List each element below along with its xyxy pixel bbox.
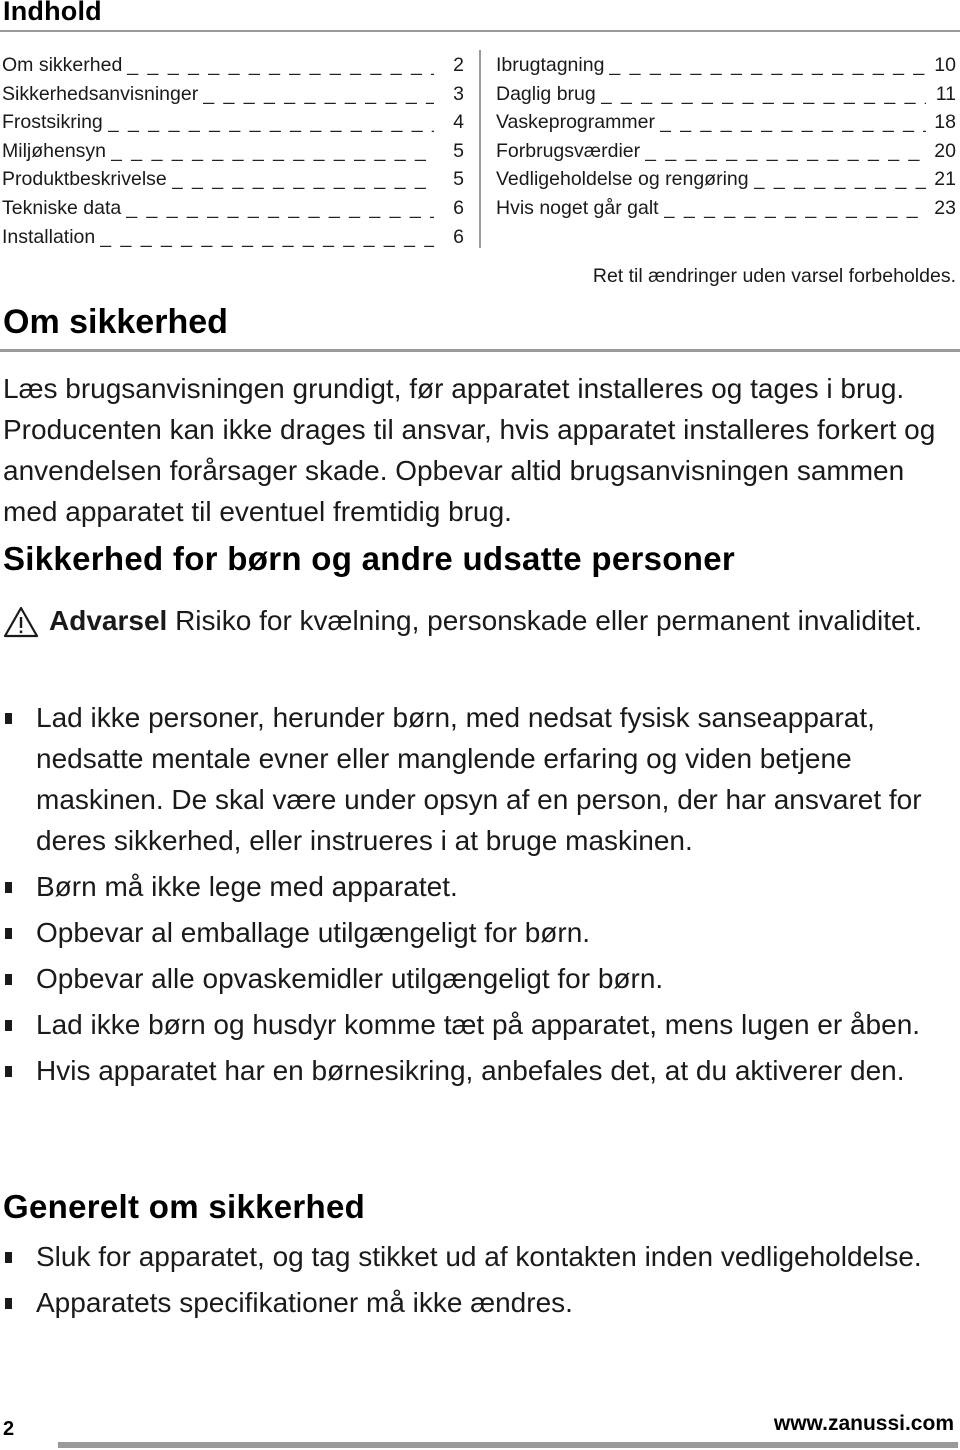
intro-paragraph: Læs brugsanvisningen grundigt, før apparatet installeres og tages i brug. Producenten kan ikke drages til ansvar, hvis apparatet installeres forkert og anvendelsen forårsager skade. Opbevar altid brugsanvisningen sammen med apparatet til eventuel fremtidig brug. xyxy=(3,373,936,527)
toc-entry-page: 10 xyxy=(934,54,956,76)
toc-entry[interactable] xyxy=(496,194,956,223)
section-title: Om sikkerhed xyxy=(3,303,228,341)
toc-leader xyxy=(172,165,434,194)
list-item-text: Hvis apparatet har en børnesikring, anbefales det, at du aktiverer den. xyxy=(36,1055,905,1086)
list-item xyxy=(3,1050,955,1091)
bullet-icon xyxy=(5,1298,12,1309)
toc-entry[interactable] xyxy=(2,194,464,223)
toc-entry-page: 3 xyxy=(453,82,464,105)
bullet-icon xyxy=(5,1020,12,1031)
children-safety-list xyxy=(3,697,955,1096)
list-item xyxy=(3,1004,955,1045)
list-item-text: Opbevar alle opvaskemidler utilgængeligt for børn. xyxy=(36,963,664,994)
page-number: 2 xyxy=(3,1418,15,1440)
list-item xyxy=(3,866,955,907)
toc-entry[interactable] xyxy=(2,108,464,137)
toc-leader xyxy=(754,165,926,194)
toc-leader xyxy=(660,108,926,137)
toc-entry[interactable] xyxy=(496,108,956,137)
toc-entry[interactable] xyxy=(2,51,464,80)
toc-entry-page: 5 xyxy=(453,168,464,191)
children-safety-heading: Sikkerhed for børn og andre udsatte personer xyxy=(3,540,736,577)
warning-block xyxy=(3,600,955,641)
list-item xyxy=(3,1236,955,1277)
change-notice: Ret til ændringer uden varsel forbeholdes. xyxy=(592,265,956,287)
toc-left-column xyxy=(2,51,464,251)
toc-entry-label: Vedligeholdelse og rengøring xyxy=(496,168,749,191)
list-item xyxy=(3,958,955,999)
toc-entry-page: 4 xyxy=(453,111,464,134)
warning-label: Advarsel xyxy=(49,605,168,636)
toc-right-column xyxy=(496,51,956,223)
toc-entry-page: 20 xyxy=(934,139,956,162)
warning-text xyxy=(49,600,955,641)
list-item-text: Opbevar al emballage utilgængeligt for børn. xyxy=(36,917,591,948)
toc-entry-label: Ibrugtagning xyxy=(496,54,605,76)
toc-entry-page: 21 xyxy=(934,168,956,191)
bullet-icon xyxy=(5,1066,12,1077)
toc-entry[interactable] xyxy=(2,165,464,194)
toc-entry-label: Sikkerhedsanvisninger xyxy=(2,82,199,105)
toc-leader xyxy=(203,80,434,109)
toc-entry-page: 6 xyxy=(453,196,464,219)
toc-entry[interactable] xyxy=(2,137,464,166)
toc-entry-label: Frostsikring xyxy=(2,111,103,134)
toc-leader xyxy=(664,194,926,223)
toc-entry-page: 5 xyxy=(453,139,464,162)
toc-entry-page: 23 xyxy=(934,196,956,219)
bullet-icon xyxy=(5,928,12,939)
list-item xyxy=(3,697,955,861)
bullet-icon xyxy=(5,882,12,893)
toc-leader xyxy=(127,51,434,80)
toc-entry[interactable] xyxy=(496,80,956,109)
toc-entry-label: Om sikkerhed xyxy=(2,54,123,76)
toc-entry-label: Miljøhensyn xyxy=(2,139,107,162)
list-item xyxy=(3,912,955,953)
toc-entry[interactable] xyxy=(496,137,956,166)
toc-entry[interactable] xyxy=(496,165,956,194)
toc-leader xyxy=(601,80,926,109)
warning-message: Risiko for kvælning, personskade eller permanent invaliditet. xyxy=(167,605,923,636)
toc-entry[interactable] xyxy=(2,223,464,252)
list-item-text: Sluk for apparatet, og tag stikket ud af kontakten inden vedligeholdelse. xyxy=(36,1241,922,1272)
bullet-icon xyxy=(5,713,12,724)
footer-bar xyxy=(58,1442,958,1448)
toc-entry-label: Produktbeskrivelse xyxy=(2,168,167,191)
bullet-icon xyxy=(5,1252,12,1263)
header-title: Indhold xyxy=(3,0,102,26)
list-item-text: Lad ikke personer, herunder børn, med nedsat fysisk sanseapparat, nedsatte mentale evner eller manglende erfaring og viden betjene maskinen. De skal være under opsyn af en person, der har ansvaret for deres sikkerhed, eller instrueres i at bruge maskinen. xyxy=(36,702,922,856)
toc-entry-page: 6 xyxy=(453,225,464,248)
website-link[interactable]: www.zanussi.com xyxy=(773,1412,954,1435)
section-divider xyxy=(0,349,960,352)
toc-entry-label: Installation xyxy=(2,225,96,248)
toc-divider xyxy=(479,50,481,248)
warning-triangle-icon xyxy=(3,606,39,638)
general-safety-list xyxy=(3,1236,955,1328)
general-safety-heading: Generelt om sikkerhed xyxy=(3,1188,366,1225)
page-header xyxy=(0,0,960,32)
toc-entry-label: Daglig brug xyxy=(496,82,596,105)
list-item xyxy=(3,1282,955,1323)
toc-entry-label: Hvis noget går galt xyxy=(496,196,659,219)
toc-leader xyxy=(645,137,926,166)
toc-entry-label: Tekniske data xyxy=(2,196,122,219)
list-item-text: Lad ikke børn og husdyr komme tæt på apparatet, mens lugen er åben. xyxy=(36,1009,921,1040)
toc-entry-page: 11 xyxy=(935,82,956,105)
toc-leader xyxy=(108,108,434,137)
toc-entry[interactable] xyxy=(496,51,956,80)
toc-entry-page: 2 xyxy=(453,54,464,76)
toc-leader xyxy=(126,194,434,223)
bullet-icon xyxy=(5,974,12,985)
toc-leader xyxy=(100,223,434,252)
toc-entry[interactable] xyxy=(2,80,464,109)
toc-entry-label: Forbrugsværdier xyxy=(496,139,641,162)
toc-entry-label: Vaskeprogrammer xyxy=(496,111,655,134)
list-item-text: Apparatets specifikationer må ikke ændres. xyxy=(36,1287,573,1318)
toc-leader xyxy=(609,51,926,80)
list-item-text: Børn må ikke lege med apparatet. xyxy=(36,871,458,902)
toc-leader xyxy=(111,137,434,166)
toc-entry-page: 18 xyxy=(934,111,956,134)
